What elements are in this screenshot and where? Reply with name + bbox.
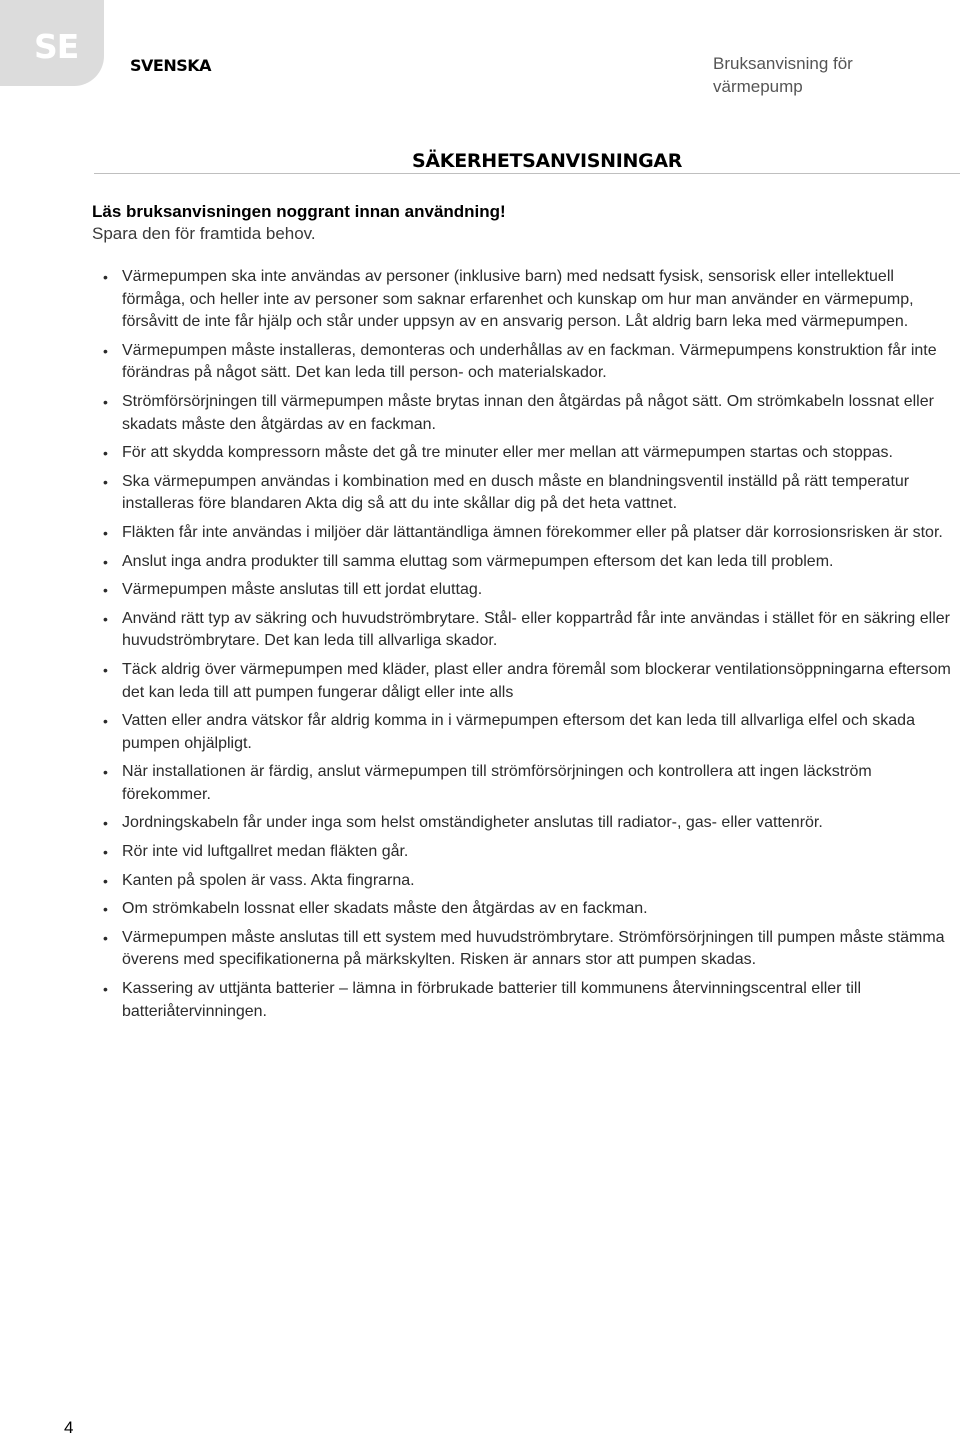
bullet-icon: • xyxy=(103,981,108,998)
list-item-text: Kassering av uttjänta batterier – lämna in förbrukade batterier till kommunens återvinningscentral eller till batteriåtervinningen. xyxy=(122,980,862,1020)
list-item xyxy=(103,659,958,704)
list-item xyxy=(103,551,958,574)
list-item xyxy=(103,340,958,385)
list-item-text: Vatten eller andra vätskor får aldrig komma in i värmepumpen eftersom det kan leda till allvarliga elfel och skada pumpen ohjälpligt. xyxy=(122,712,915,752)
bullet-icon: • xyxy=(103,901,108,918)
list-item-text: Täck aldrig över värmepumpen med kläder, plast eller andra föremål som blockerar ventilationsöppningarna eftersom det kan leda till att pumpen fungerar dåligt eller inte alls xyxy=(122,660,951,701)
bullet-icon: • xyxy=(103,445,108,462)
list-item xyxy=(103,442,958,465)
bullet-icon: • xyxy=(103,269,108,285)
list-item xyxy=(103,522,958,545)
section-divider xyxy=(94,173,960,174)
bullet-icon: • xyxy=(103,815,108,832)
bullet-icon: • xyxy=(103,713,108,730)
list-item xyxy=(103,898,958,921)
list-item-text: Värmepumpen måste anslutas till ett jordat eluttag. xyxy=(122,581,483,599)
list-item-text: Anslut inga andra produkter till samma eluttag som värmepumpen eftersom det kan leda till problem. xyxy=(122,552,834,570)
list-item-text: För att skydda kompressorn måste det gå tre minuter eller mer mellan att värmepumpen startas och stoppas. xyxy=(122,444,893,462)
list-item-text: Värmepumpen måste installeras, demonteras och underhållas av en fackman. Värmepumpens konstruktion får inte förändras på något sätt. Det kan leda till person- och materialskador. xyxy=(122,341,937,382)
list-item xyxy=(103,870,958,893)
intro-block xyxy=(92,201,506,245)
list-item xyxy=(103,391,958,436)
bullet-icon: • xyxy=(103,844,108,861)
list-item xyxy=(103,978,958,1023)
bullet-icon: • xyxy=(103,872,108,889)
list-item-text: Jordningskabeln får under inga som helst omständigheter anslutas till radiator-, gas- eller vattenrör. xyxy=(122,814,823,832)
language-name: SVENSKA xyxy=(130,56,212,75)
list-item xyxy=(103,761,958,806)
list-item xyxy=(103,608,958,653)
bullet-icon: • xyxy=(103,524,108,541)
list-item xyxy=(103,710,958,755)
bullet-icon: • xyxy=(103,553,108,570)
list-item xyxy=(103,841,958,864)
bullet-icon: • xyxy=(103,764,108,781)
bullet-icon: • xyxy=(103,929,108,946)
list-item-text: Ska värmepumpen användas i kombination med en dusch måste en blandningsventil inställd på rätt temperatur installeras före blandaren Akta dig så att du inte skållar dig på det heta vattnet. xyxy=(122,472,910,513)
document-title: Bruksanvisning för värmepump xyxy=(713,54,853,96)
list-item-text: Fläkten får inte användas i miljöer där lättantändliga ämnen förekommer eller på platser där korrosionsrisken är stor. xyxy=(122,523,943,541)
list-item-text: Om strömkabeln lossnat eller skadats måste den åtgärdas av en fackman. xyxy=(122,900,648,918)
page-number: 4 xyxy=(64,1418,74,1437)
bullet-icon: • xyxy=(103,342,108,359)
list-item-text: När installationen är färdig, anslut värmepumpen till strömförsörjningen och kontrollera att ingen läckström förekommer. xyxy=(122,763,872,803)
list-item xyxy=(103,812,958,835)
bullet-icon: • xyxy=(103,661,108,678)
intro-read-instructions: Läs bruksanvisningen noggrant innan användning! xyxy=(92,202,506,221)
list-item xyxy=(103,266,958,334)
section-title: SÄKERHETSANVISNINGAR xyxy=(412,150,683,172)
language-code: SE xyxy=(34,27,79,66)
bullet-icon: • xyxy=(103,473,108,490)
bullet-icon: • xyxy=(103,393,108,410)
list-item-text: Strömförsörjningen till värmepumpen måste brytas innan den åtgärdas på något sätt. Om strömkabeln lossnat eller skadats måste den åtgärdas av en fackman. xyxy=(122,392,934,433)
language-tab xyxy=(0,0,104,86)
list-item-text: Rör inte vid luftgallret medan fläkten går. xyxy=(122,843,409,861)
list-item-text: Värmepumpen måste anslutas till ett system med huvudströmbrytare. Strömförsörjningen till pumpen måste stämma överens med specifikationerna på märkskylten. Risken är annars stor att pumpen skadas. xyxy=(122,928,945,969)
list-item-text: Kanten på spolen är vass. Akta fingrarna. xyxy=(122,871,415,889)
bullet-icon: • xyxy=(103,610,108,627)
safety-list xyxy=(103,266,958,1029)
list-item-text: Använd rätt typ av säkring och huvudströmbrytare. Stål- eller koppartråd får inte användas i stället för en säkring eller huvudströmbrytare. Det kan leda till allvarliga skador. xyxy=(122,609,950,650)
list-item-text: Värmepumpen ska inte användas av personer (inklusive barn) med nedsatt fysisk, sensorisk eller intellektuell förmåga, och heller inte av personer som saknar erfarenhet och kunskap om hur man använder en värmepump, försåvitt de inte får hjälp och står under uppsyn av en ansvarig person. Låt aldrig barn leka med värmepumpen. xyxy=(122,268,914,331)
list-item xyxy=(103,471,958,516)
bullet-icon: • xyxy=(103,582,108,599)
list-item xyxy=(103,927,958,972)
list-item xyxy=(103,579,958,602)
intro-save-instructions: Spara den för framtida behov. xyxy=(92,224,316,243)
